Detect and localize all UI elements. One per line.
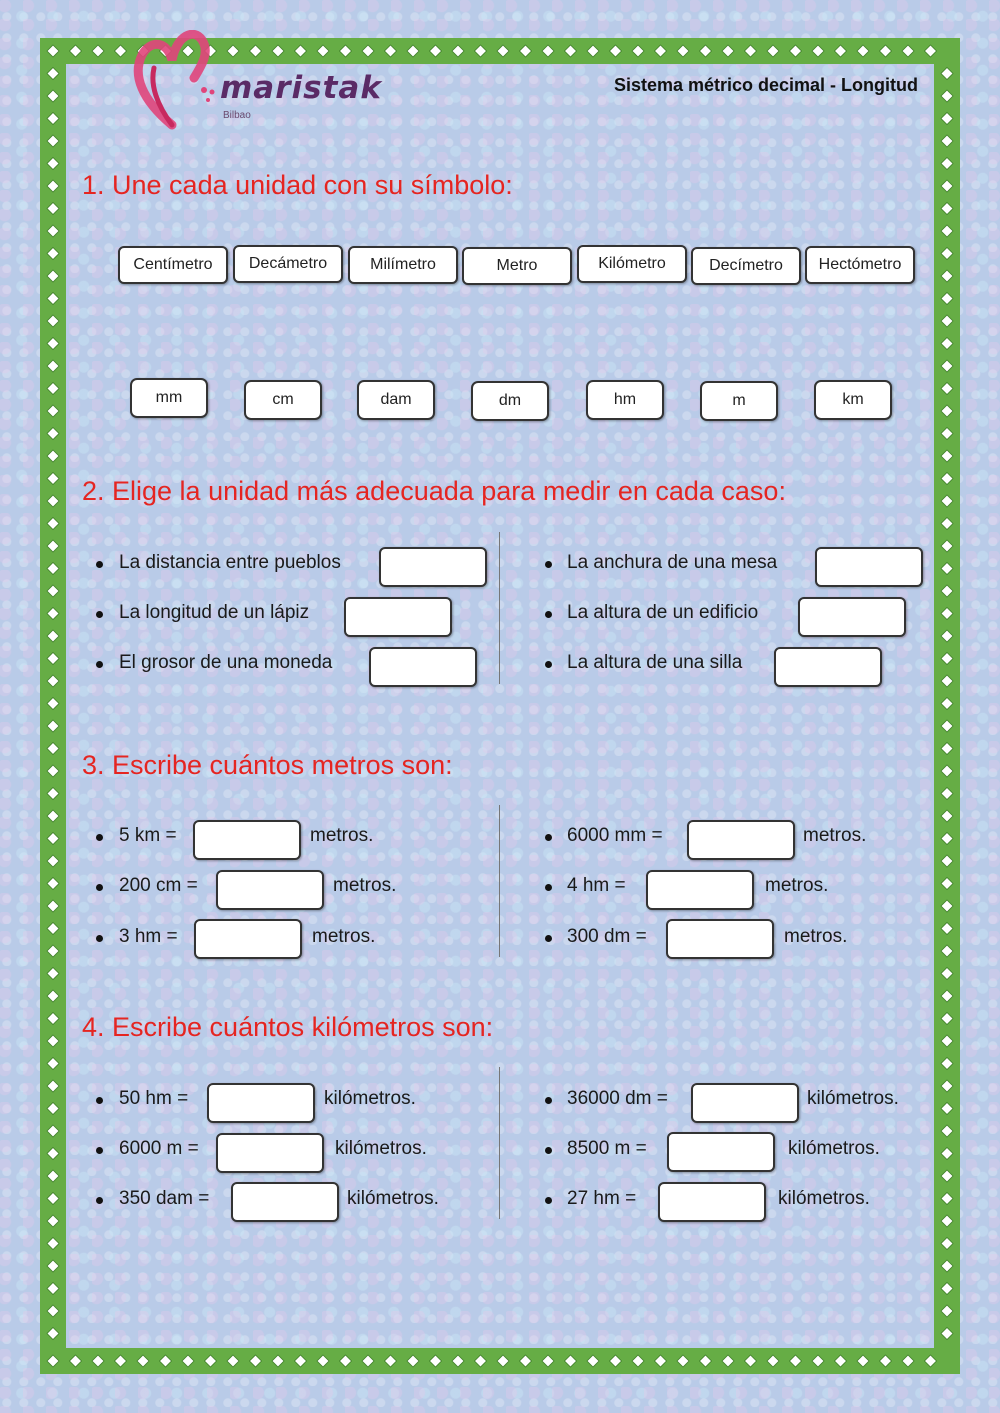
bullet — [96, 1147, 103, 1154]
answer-field[interactable] — [216, 1133, 324, 1173]
answer-field[interactable] — [667, 1132, 775, 1172]
conversion-label: 4 hm = — [567, 875, 626, 896]
unit-suffix: kilómetros. — [335, 1138, 427, 1159]
answer-field[interactable] — [658, 1182, 766, 1222]
unit-suffix: kilómetros. — [347, 1188, 439, 1209]
conversion-label: 5 km = — [119, 825, 177, 846]
answer-field[interactable] — [687, 820, 795, 860]
bullet — [545, 611, 552, 618]
conversion-label: 6000 mm = — [567, 825, 663, 846]
question-text: La distancia entre pueblos — [119, 552, 341, 573]
section-2-title: 2. Elige la unidad más adecuada para medir en cada caso: — [82, 476, 786, 506]
unit-suffix: metros. — [765, 875, 829, 896]
unit-card[interactable]: Decímetro — [691, 247, 801, 285]
bullet — [545, 1147, 552, 1154]
logo-wordmark: maristak — [220, 70, 382, 106]
conversion-label: 8500 m = — [567, 1138, 647, 1159]
bullet — [545, 1197, 552, 1204]
bullet — [96, 935, 103, 942]
conversion-label: 200 cm = — [119, 875, 198, 896]
answer-field[interactable] — [815, 547, 923, 587]
bullet — [96, 611, 103, 618]
conversion-label: 27 hm = — [567, 1188, 637, 1209]
conversion-label: 36000 dm = — [567, 1088, 668, 1109]
answer-field[interactable] — [194, 919, 302, 959]
section-3-title: 3. Escribe cuántos metros son: — [82, 750, 453, 780]
conversion-label: 6000 m = — [119, 1138, 199, 1159]
answer-field[interactable] — [207, 1083, 315, 1123]
conversion-label: 300 dm = — [567, 926, 647, 947]
answer-field[interactable] — [216, 870, 324, 910]
worksheet-title: Sistema métrico decimal - Longitud — [613, 75, 918, 95]
unit-suffix: metros. — [312, 926, 376, 947]
column-divider — [499, 1067, 500, 1219]
unit-suffix: kilómetros. — [788, 1138, 880, 1159]
question-text: El grosor de una moneda — [119, 652, 333, 673]
school-logo — [132, 30, 382, 130]
question-text: La longitud de un lápiz — [119, 602, 310, 623]
bullet — [96, 1197, 103, 1204]
unit-card[interactable]: Milímetro — [348, 246, 458, 284]
answer-field[interactable] — [666, 919, 774, 959]
symbol-card[interactable]: dam — [357, 380, 435, 420]
question-text: La anchura de una mesa — [567, 552, 778, 573]
symbol-card[interactable]: mm — [130, 378, 208, 418]
logo-location: Bilbao — [223, 110, 251, 121]
bullet — [545, 561, 552, 568]
bullet — [545, 834, 552, 841]
section-4-title: 4. Escribe cuántos kilómetros son: — [82, 1012, 494, 1042]
symbol-card[interactable]: m — [700, 381, 778, 421]
unit-card[interactable]: Hectómetro — [805, 246, 915, 284]
unit-suffix: metros. — [803, 825, 867, 846]
column-divider — [499, 532, 500, 684]
unit-card[interactable]: Centímetro — [118, 246, 228, 284]
unit-suffix: metros. — [310, 825, 374, 846]
symbol-card[interactable]: dm — [471, 381, 549, 421]
answer-field[interactable] — [774, 647, 882, 687]
conversion-label: 50 hm = — [119, 1088, 189, 1109]
section-1-title: 1. Une cada unidad con su símbolo: — [82, 170, 513, 200]
bullet — [96, 884, 103, 891]
unit-suffix: kilómetros. — [807, 1088, 899, 1109]
unit-card[interactable]: Metro — [462, 247, 572, 285]
answer-field[interactable] — [646, 870, 754, 910]
answer-field[interactable] — [798, 597, 906, 637]
bullet — [96, 661, 103, 668]
conversion-label: 3 hm = — [119, 926, 178, 947]
unit-card[interactable]: Decámetro — [233, 245, 343, 283]
column-divider — [499, 805, 500, 957]
question-text: La altura de una silla — [567, 652, 743, 673]
answer-field[interactable] — [369, 647, 477, 687]
unit-card[interactable]: Kilómetro — [577, 245, 687, 283]
answer-field[interactable] — [231, 1182, 339, 1222]
bullet — [545, 661, 552, 668]
unit-suffix: metros. — [333, 875, 397, 896]
answer-field[interactable] — [193, 820, 301, 860]
symbol-card[interactable]: hm — [586, 380, 664, 420]
bullet — [96, 561, 103, 568]
answer-field[interactable] — [379, 547, 487, 587]
conversion-label: 350 dam = — [119, 1188, 210, 1209]
unit-suffix: kilómetros. — [324, 1088, 416, 1109]
bullet — [545, 884, 552, 891]
bullet — [545, 935, 552, 942]
answer-field[interactable] — [691, 1083, 799, 1123]
question-text: La altura de un edificio — [567, 602, 759, 623]
symbol-card[interactable]: km — [814, 380, 892, 420]
unit-suffix: metros. — [784, 926, 848, 947]
bullet — [96, 1097, 103, 1104]
bullet — [545, 1097, 552, 1104]
bullet — [96, 834, 103, 841]
heart-logo-icon — [132, 30, 222, 130]
symbol-card[interactable]: cm — [244, 380, 322, 420]
answer-field[interactable] — [344, 597, 452, 637]
unit-suffix: kilómetros. — [778, 1188, 870, 1209]
